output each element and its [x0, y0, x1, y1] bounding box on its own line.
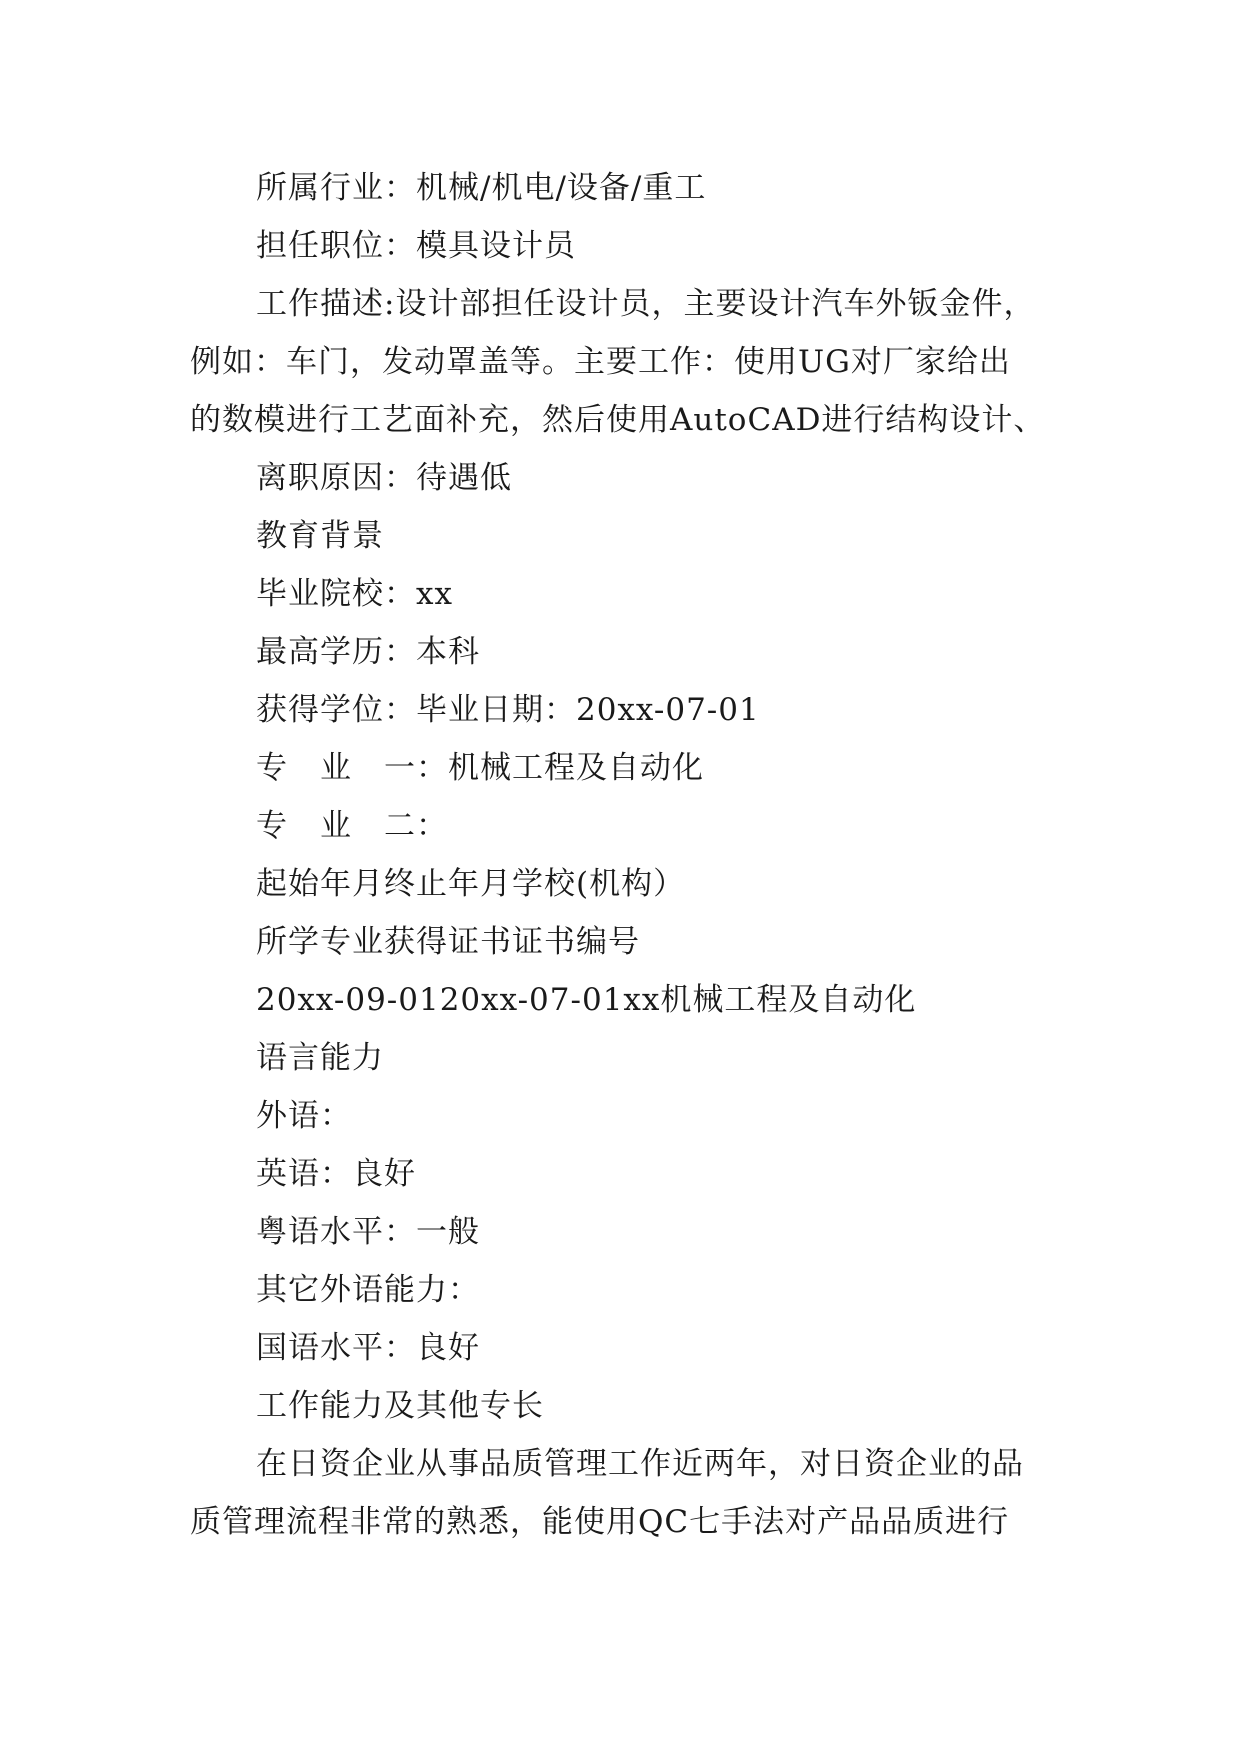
skills-heading: 工作能力及其他专长 — [256, 1388, 544, 1424]
education-table-header-1: 起始年月终止年月学校(机构） — [256, 866, 686, 902]
graduate-school-line: 毕业院校：xx — [256, 576, 453, 612]
english-line: 英语：良好 — [256, 1156, 416, 1192]
major-one-line: 专 业 一：机械工程及自动化 — [256, 750, 704, 786]
language-heading: 语言能力 — [256, 1040, 384, 1076]
industry-line: 所属行业：机械/机电/设备/重工 — [256, 170, 707, 206]
job-description-line-2: 例如：车门，发动罩盖等。主要工作：使用UG对厂家给出 — [190, 344, 1011, 380]
mandarin-line: 国语水平：良好 — [256, 1330, 480, 1366]
foreign-language-line: 外语： — [256, 1098, 352, 1134]
leaving-reason-line: 离职原因：待遇低 — [256, 460, 512, 496]
skills-paragraph-line-1: 在日资企业从事品质管理工作近两年，对日资企业的品 — [256, 1446, 1024, 1482]
document-body — [190, 159, 1060, 1551]
highest-degree-line: 最高学历：本科 — [256, 634, 480, 670]
position-line: 担任职位：模具设计员 — [256, 228, 576, 264]
skills-paragraph-line-2: 质管理流程非常的熟悉，能使用QC七手法对产品品质进行 — [190, 1504, 1010, 1540]
education-table-header-2: 所学专业获得证书证书编号 — [256, 924, 640, 960]
cantonese-line: 粤语水平：一般 — [256, 1214, 480, 1250]
other-language-line: 其它外语能力： — [256, 1272, 480, 1308]
job-description-line-3: 的数模进行工艺面补充，然后使用AutoCAD进行结构设计、 — [190, 402, 1046, 438]
major-two-line: 专 业 二： — [256, 808, 448, 844]
graduation-date-line: 获得学位：毕业日期：20xx-07-01 — [256, 692, 760, 728]
education-heading: 教育背景 — [256, 518, 384, 554]
job-description-line-1: 工作描述:设计部担任设计员，主要设计汽车外钣金件， — [256, 286, 1036, 322]
education-table-row: 20xx-09-0120xx-07-01xx机械工程及自动化 — [256, 982, 917, 1018]
